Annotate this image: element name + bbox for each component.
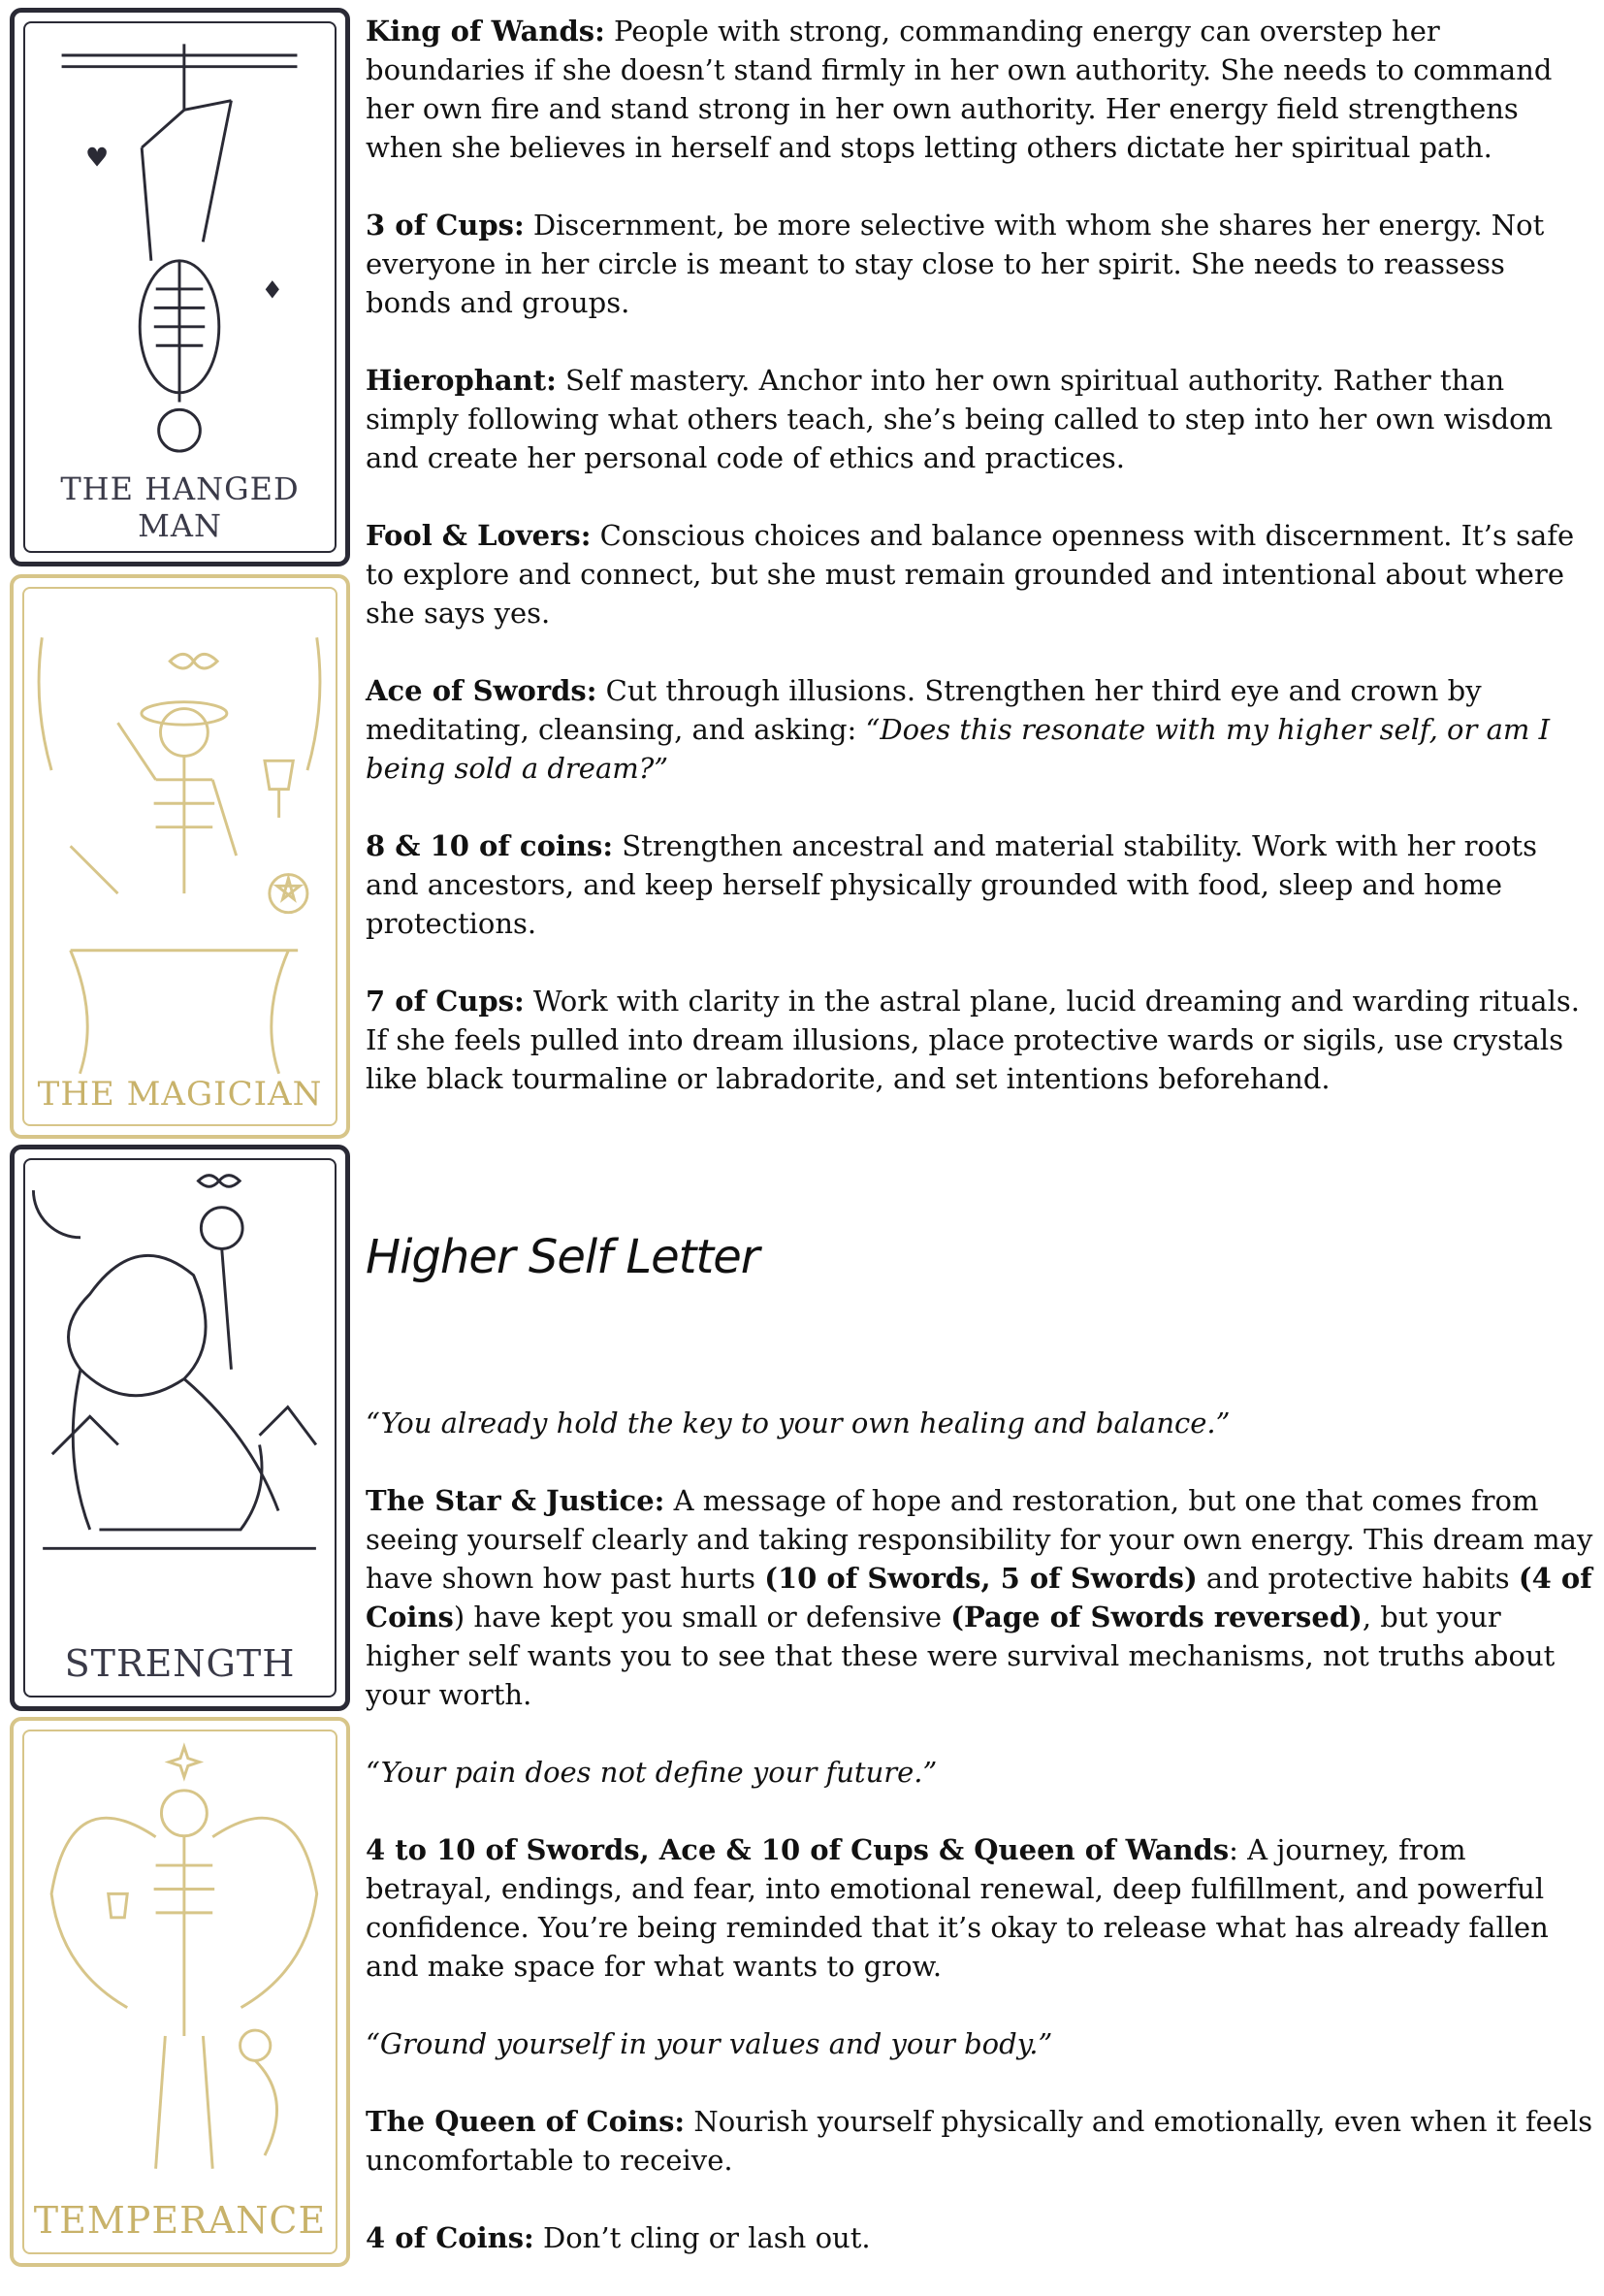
letter-text: ) have kept you small or defensive xyxy=(453,1601,951,1633)
star-icon xyxy=(169,1747,199,1777)
reading-label: 8 & 10 of coins: xyxy=(366,829,614,862)
tarot-card-hanged-man xyxy=(10,8,350,566)
temperance-illustration xyxy=(14,1721,346,2263)
reading-text: Work with clarity in the astral plane, lucid dreaming and warding rituals. If she feels pulled into dream illusions, place protective wards or sigils, use crystals like black tourmaline or labradorite, and set intentions beforehand. xyxy=(366,985,1580,1095)
letter-text: , but your higher self wants you to see that these were survival mechanisms, not truths about your worth. xyxy=(366,1601,1556,1711)
reading-label: Ace of Swords: xyxy=(366,674,597,707)
reading-label: 7 of Cups: xyxy=(366,985,525,1018)
card-title: THE MAGICIAN xyxy=(37,1075,323,1114)
tarot-card-magician xyxy=(10,574,350,1139)
reading-text: Discernment, be more selective with whom she shares her energy. Not everyone in her circle is meant to stay close to her spirit. She needs to reassess bonds and groups. xyxy=(366,209,1545,319)
letter-quote: “Ground yourself in your values and your body.” xyxy=(366,2027,1053,2060)
infinity-icon xyxy=(198,1176,240,1187)
higher-self-letter xyxy=(366,1404,1597,2296)
reading-3-of-cups xyxy=(366,206,1597,322)
letter-bold: (10 of Swords, 5 of Swords) xyxy=(764,1562,1198,1595)
reading-label: Fool & Lovers: xyxy=(366,519,592,552)
reading-section xyxy=(366,12,1597,1137)
reading-text: People with strong, commanding energy can overstep her boundaries if she doesn’t stand firmly in her own authority. She needs to command her own fire and stand strong in her own authority. Her energy field strengthens when she believes in herself and stops letting others dictate her spiritual path. xyxy=(366,15,1553,164)
reading-hierophant xyxy=(366,361,1597,477)
letter-text: Nourish yourself physically and emotionally, even when it feels uncomfortable to receive. xyxy=(366,2105,1593,2177)
reading-ace-of-swords xyxy=(366,671,1597,788)
reading-text: Self mastery. Anchor into her own spiritual authority. Rather than simply following what others teach, she’s being called to step into her own wisdom and create her personal code of ethics and practices. xyxy=(366,364,1554,474)
reading-label: 3 of Cups: xyxy=(366,209,525,242)
letter-bold: (4 of Coins xyxy=(366,1562,1592,1633)
letter-text: Don’t cling or lash out. xyxy=(533,2221,871,2254)
letter-star-justice xyxy=(366,1481,1597,1714)
letter-quote: “You already hold the key to your own healing and balance.” xyxy=(366,1407,1231,1439)
letter-quote: “Your pain does not define your future.” xyxy=(366,1756,938,1789)
reading-fool-lovers xyxy=(366,516,1597,632)
letter-swords-cups-wands xyxy=(366,1830,1597,1986)
letter-text: : A journey, from betrayal, endings, and fear, into emotional renewal, deep fulfillment, and powerful confidence. You’re being reminded that it’s okay to release what has already fallen and make space for what wants to grow. xyxy=(366,1833,1549,1983)
magician-illustration xyxy=(14,578,346,1135)
reading-text: Strengthen ancestral and material stability. Work with her roots and ancestors, and keep herself physically grounded with food, sleep and home protections. xyxy=(366,829,1537,940)
card-title: TEMPERANCE xyxy=(33,2199,327,2242)
sun-icon xyxy=(33,1190,80,1238)
letter-queen-of-coins xyxy=(366,2102,1597,2180)
letter-label: 4 to 10 of Swords, Ace & 10 of Cups & Queen of Wands xyxy=(366,1833,1230,1866)
reading-text: Conscious choices and balance openness with discernment. It’s safe to explore and connect, but she must remain grounded and intentional about where she says yes. xyxy=(366,519,1575,630)
letter-label: The Star & Justice: xyxy=(366,1484,665,1517)
letter-text: A message of hope and restoration, but one that comes from seeing yourself clearly and taking responsibility for your own energy. This dream may have shown how past hurts xyxy=(366,1484,1593,1595)
letter-text: and protective habits xyxy=(1197,1562,1519,1595)
tarot-card-temperance xyxy=(10,1717,350,2267)
letter-bold: (Page of Swords reversed) xyxy=(950,1601,1363,1633)
reading-king-of-wands xyxy=(366,12,1597,167)
reading-label: Hierophant: xyxy=(366,364,557,397)
reading-text: Cut through illusions. Strengthen her third eye and crown by meditating, cleansing, and asking: xyxy=(366,674,1482,746)
reading-7-of-cups xyxy=(366,982,1597,1098)
tarot-card-strength xyxy=(10,1145,350,1711)
reading-8-10-coins xyxy=(366,826,1597,943)
reading-label: King of Wands: xyxy=(366,15,605,48)
diamond-icon: ♦ xyxy=(261,275,284,305)
reading-quote: “Does this resonate with my higher self, or am I being sold a dream?” xyxy=(366,713,1551,785)
section-heading: Higher Self Letter xyxy=(366,1230,759,1284)
letter-label: 4 of Coins: xyxy=(366,2221,534,2254)
letter-4-of-coins xyxy=(366,2218,1597,2257)
strength-illustration xyxy=(15,1149,345,1706)
card-title: STRENGTH xyxy=(64,1642,296,1685)
infinity-icon xyxy=(170,654,217,668)
card-title: THE HANGED MAN xyxy=(60,470,300,544)
heart-icon: ♥ xyxy=(84,143,110,174)
letter-label: The Queen of Coins: xyxy=(366,2105,686,2138)
